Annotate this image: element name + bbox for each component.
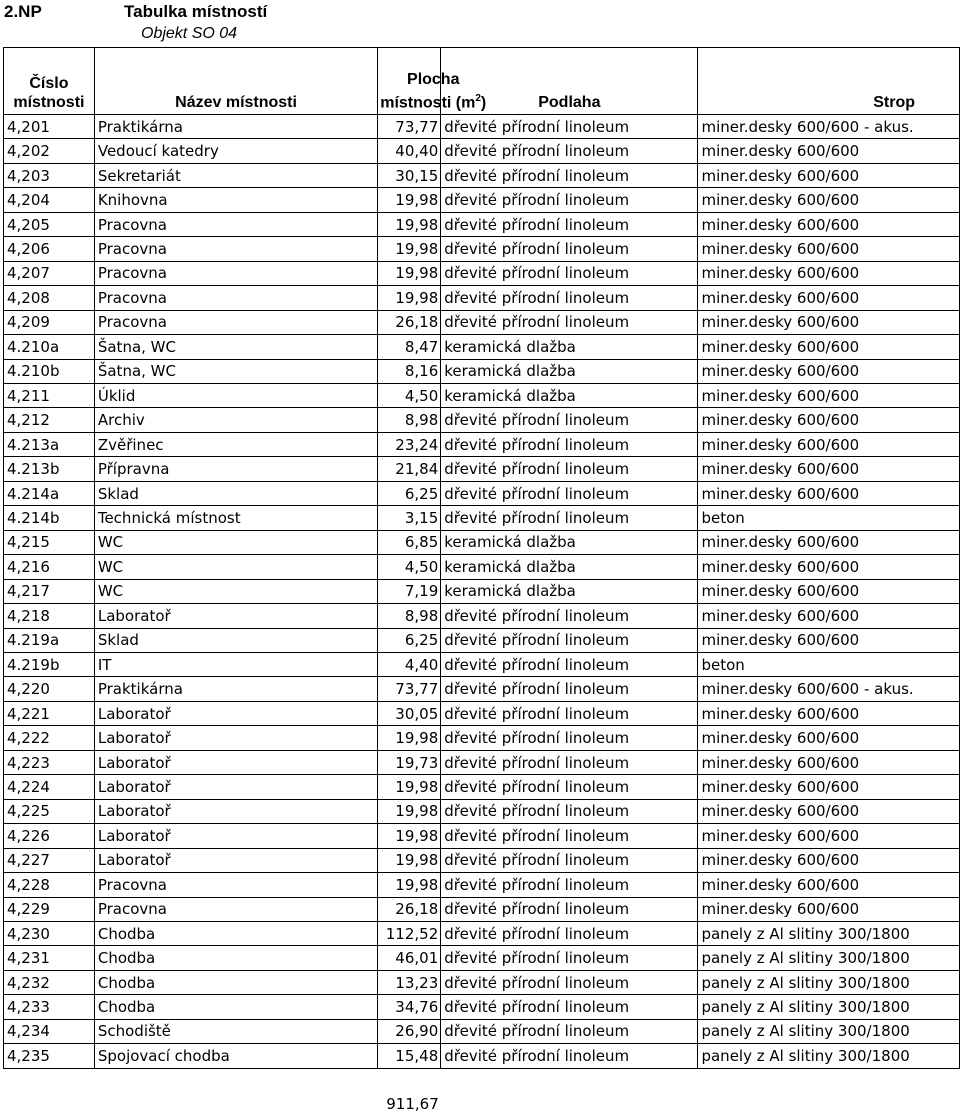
cell-room-area: 6,25 xyxy=(378,628,441,652)
cell-ceiling: miner.desky 600/600 - akus. xyxy=(698,115,960,139)
cell-room-area: 21,84 xyxy=(378,457,441,481)
rooms-table xyxy=(3,47,960,1113)
cell-room-name: Laboratoř xyxy=(94,775,377,799)
table-row xyxy=(4,481,960,505)
cell-room-number: 4,230 xyxy=(4,921,95,945)
cell-room-name: Vedoucí katedry xyxy=(94,139,377,163)
table-row xyxy=(4,359,960,383)
table-row xyxy=(4,139,960,163)
table-row xyxy=(4,775,960,799)
cell-floor-finish: dřevité přírodní linoleum xyxy=(441,286,698,310)
cell-room-number: 4.210b xyxy=(4,359,95,383)
cell-ceiling: miner.desky 600/600 xyxy=(698,579,960,603)
table-row xyxy=(4,701,960,725)
table-row xyxy=(4,261,960,285)
cell-room-area: 73,77 xyxy=(378,677,441,701)
cell-room-name: Pracovna xyxy=(94,261,377,285)
cell-ceiling: panely z Al slitiny 300/1800 xyxy=(698,995,960,1019)
cell-room-area: 40,40 xyxy=(378,139,441,163)
cell-room-number: 4.214b xyxy=(4,506,95,530)
cell-ceiling: miner.desky 600/600 xyxy=(698,799,960,823)
cell-floor-finish: dřevité přírodní linoleum xyxy=(441,457,698,481)
cell-room-area: 15,48 xyxy=(378,1044,441,1068)
cell-ceiling: miner.desky 600/600 xyxy=(698,408,960,432)
cell-room-area: 19,98 xyxy=(378,237,441,261)
cell-room-name: Pracovna xyxy=(94,873,377,897)
table-row xyxy=(4,163,960,187)
table-row xyxy=(4,677,960,701)
column-header-number-line2: místnosti xyxy=(13,94,85,111)
cell-room-number: 4,204 xyxy=(4,188,95,212)
cell-room-number: 4,209 xyxy=(4,310,95,334)
cell-ceiling: panely z Al slitiny 300/1800 xyxy=(698,946,960,970)
cell-floor-finish: dřevité přírodní linoleum xyxy=(441,115,698,139)
cell-room-area: 8,16 xyxy=(378,359,441,383)
cell-room-area: 19,98 xyxy=(378,848,441,872)
total-spacer xyxy=(94,1068,377,1113)
cell-room-number: 4.210a xyxy=(4,335,95,359)
table-row xyxy=(4,286,960,310)
cell-floor-finish: dřevité přírodní linoleum xyxy=(441,750,698,774)
cell-ceiling: panely z Al slitiny 300/1800 xyxy=(698,1019,960,1043)
table-row xyxy=(4,921,960,945)
cell-room-number: 4.214a xyxy=(4,481,95,505)
cell-room-area: 19,98 xyxy=(378,212,441,236)
cell-floor-finish: dřevité přírodní linoleum xyxy=(441,799,698,823)
cell-room-name: WC xyxy=(94,579,377,603)
cell-room-name: Sklad xyxy=(94,481,377,505)
cell-ceiling: panely z Al slitiny 300/1800 xyxy=(698,970,960,994)
table-row xyxy=(4,897,960,921)
cell-room-area: 7,19 xyxy=(378,579,441,603)
cell-room-name: Chodba xyxy=(94,946,377,970)
cell-room-number: 4,220 xyxy=(4,677,95,701)
cell-room-name: IT xyxy=(94,652,377,676)
table-row xyxy=(4,946,960,970)
cell-room-number: 4,215 xyxy=(4,530,95,554)
cell-room-area: 19,98 xyxy=(378,873,441,897)
cell-ceiling: miner.desky 600/600 xyxy=(698,359,960,383)
table-row xyxy=(4,335,960,359)
cell-ceiling: miner.desky 600/600 xyxy=(698,457,960,481)
cell-floor-finish: dřevité přírodní linoleum xyxy=(441,139,698,163)
cell-room-name: Úklid xyxy=(94,383,377,407)
column-header-number xyxy=(4,48,95,115)
cell-room-number: 4,218 xyxy=(4,604,95,628)
cell-room-name: Chodba xyxy=(94,995,377,1019)
cell-floor-finish: dřevité přírodní linoleum xyxy=(441,995,698,1019)
cell-room-area: 30,15 xyxy=(378,163,441,187)
cell-room-number: 4,206 xyxy=(4,237,95,261)
cell-ceiling: miner.desky 600/600 xyxy=(698,139,960,163)
cell-room-number: 4.219b xyxy=(4,652,95,676)
cell-ceiling: miner.desky 600/600 xyxy=(698,261,960,285)
cell-room-number: 4.213a xyxy=(4,432,95,456)
cell-floor-finish: dřevité přírodní linoleum xyxy=(441,628,698,652)
cell-ceiling: miner.desky 600/600 xyxy=(698,286,960,310)
cell-room-name: Technická místnost xyxy=(94,506,377,530)
cell-room-area: 3,15 xyxy=(378,506,441,530)
column-header-number-line1: Číslo xyxy=(29,75,69,92)
cell-room-area: 19,98 xyxy=(378,188,441,212)
cell-ceiling: miner.desky 600/600 xyxy=(698,432,960,456)
cell-ceiling: miner.desky 600/600 xyxy=(698,701,960,725)
table-row xyxy=(4,457,960,481)
cell-ceiling: miner.desky 600/600 xyxy=(698,824,960,848)
cell-room-area: 4,50 xyxy=(378,555,441,579)
table-row xyxy=(4,970,960,994)
cell-floor-finish: keramická dlažba xyxy=(441,383,698,407)
cell-room-name: Laboratoř xyxy=(94,604,377,628)
column-header-area-line1: Plocha xyxy=(407,70,460,88)
cell-ceiling: miner.desky 600/600 xyxy=(698,604,960,628)
cell-ceiling: miner.desky 600/600 xyxy=(698,481,960,505)
cell-room-number: 4,221 xyxy=(4,701,95,725)
total-spacer xyxy=(4,1068,95,1113)
cell-floor-finish: dřevité přírodní linoleum xyxy=(441,212,698,236)
table-row xyxy=(4,579,960,603)
cell-floor-finish: dřevité přírodní linoleum xyxy=(441,237,698,261)
floor-label: 2.NP xyxy=(4,2,42,21)
cell-room-area: 19,98 xyxy=(378,824,441,848)
table-row xyxy=(4,726,960,750)
table-row xyxy=(4,432,960,456)
cell-room-area: 30,05 xyxy=(378,701,441,725)
cell-room-area: 4,50 xyxy=(378,383,441,407)
table-row xyxy=(4,824,960,848)
cell-floor-finish: dřevité přírodní linoleum xyxy=(441,824,698,848)
cell-floor-finish: dřevité přírodní linoleum xyxy=(441,481,698,505)
cell-room-name: Laboratoř xyxy=(94,824,377,848)
cell-floor-finish: dřevité přírodní linoleum xyxy=(441,897,698,921)
cell-floor-finish: dřevité přírodní linoleum xyxy=(441,506,698,530)
cell-room-name: Pracovna xyxy=(94,212,377,236)
cell-room-number: 4,202 xyxy=(4,139,95,163)
total-spacer xyxy=(698,1068,960,1113)
cell-ceiling: miner.desky 600/600 xyxy=(698,897,960,921)
cell-room-number: 4,216 xyxy=(4,555,95,579)
cell-floor-finish: keramická dlažba xyxy=(441,335,698,359)
document-title: Tabulka místností xyxy=(124,2,268,21)
cell-room-name: Šatna, WC xyxy=(94,335,377,359)
cell-floor-finish: dřevité přírodní linoleum xyxy=(441,163,698,187)
cell-room-number: 4,212 xyxy=(4,408,95,432)
cell-room-number: 4,208 xyxy=(4,286,95,310)
cell-floor-finish: keramická dlažba xyxy=(441,579,698,603)
column-header-ceiling-label: Strop xyxy=(873,94,915,111)
cell-ceiling: miner.desky 600/600 xyxy=(698,335,960,359)
cell-room-area: 6,25 xyxy=(378,481,441,505)
column-header-name-label: Název místnosti xyxy=(175,94,297,111)
cell-room-number: 4,224 xyxy=(4,775,95,799)
cell-ceiling: miner.desky 600/600 xyxy=(698,163,960,187)
cell-ceiling: miner.desky 600/600 xyxy=(698,212,960,236)
cell-floor-finish: dřevité přírodní linoleum xyxy=(441,848,698,872)
cell-ceiling: miner.desky 600/600 xyxy=(698,628,960,652)
cell-room-name: Praktikárna xyxy=(94,677,377,701)
cell-room-number: 4,229 xyxy=(4,897,95,921)
table-row xyxy=(4,995,960,1019)
table-row xyxy=(4,115,960,139)
cell-room-area: 6,85 xyxy=(378,530,441,554)
cell-room-name: Spojovací chodba xyxy=(94,1044,377,1068)
cell-room-number: 4,227 xyxy=(4,848,95,872)
cell-room-name: Laboratoř xyxy=(94,701,377,725)
cell-room-name: Sklad xyxy=(94,628,377,652)
cell-floor-finish: keramická dlažba xyxy=(441,359,698,383)
cell-floor-finish: dřevité přírodní linoleum xyxy=(441,1019,698,1043)
cell-room-area: 26,18 xyxy=(378,310,441,334)
cell-room-area: 19,73 xyxy=(378,750,441,774)
table-row xyxy=(4,604,960,628)
table-header-row xyxy=(4,48,960,115)
cell-room-name: Zvěřinec xyxy=(94,432,377,456)
cell-room-area: 112,52 xyxy=(378,921,441,945)
cell-room-name: Sekretariát xyxy=(94,163,377,187)
cell-floor-finish: dřevité přírodní linoleum xyxy=(441,946,698,970)
cell-ceiling: miner.desky 600/600 xyxy=(698,383,960,407)
table-row xyxy=(4,1019,960,1043)
cell-floor-finish: dřevité přírodní linoleum xyxy=(441,1044,698,1068)
cell-floor-finish: dřevité přírodní linoleum xyxy=(441,970,698,994)
cell-ceiling: miner.desky 600/600 xyxy=(698,237,960,261)
table-row xyxy=(4,750,960,774)
cell-floor-finish: dřevité přírodní linoleum xyxy=(441,604,698,628)
cell-room-area: 19,98 xyxy=(378,799,441,823)
cell-ceiling: miner.desky 600/600 xyxy=(698,775,960,799)
cell-room-number: 4,201 xyxy=(4,115,95,139)
cell-room-name: Laboratoř xyxy=(94,726,377,750)
cell-room-number: 4,234 xyxy=(4,1019,95,1043)
cell-room-number: 4,235 xyxy=(4,1044,95,1068)
cell-room-name: Knihovna xyxy=(94,188,377,212)
cell-room-area: 19,98 xyxy=(378,726,441,750)
column-header-name xyxy=(94,48,377,115)
column-header-area-sup: 2 xyxy=(475,92,481,104)
cell-room-area: 8,98 xyxy=(378,408,441,432)
table-row xyxy=(4,628,960,652)
cell-floor-finish: dřevité přírodní linoleum xyxy=(441,432,698,456)
total-row xyxy=(4,1068,960,1113)
cell-floor-finish: dřevité přírodní linoleum xyxy=(441,921,698,945)
cell-room-area: 26,90 xyxy=(378,1019,441,1043)
table-row xyxy=(4,237,960,261)
table-row xyxy=(4,1044,960,1068)
cell-floor-finish: dřevité přírodní linoleum xyxy=(441,701,698,725)
cell-room-name: WC xyxy=(94,555,377,579)
cell-floor-finish: dřevité přírodní linoleum xyxy=(441,310,698,334)
cell-floor-finish: keramická dlažba xyxy=(441,555,698,579)
cell-room-number: 4,225 xyxy=(4,799,95,823)
cell-ceiling: miner.desky 600/600 xyxy=(698,310,960,334)
table-row xyxy=(4,506,960,530)
column-header-ceiling xyxy=(698,48,960,115)
cell-room-area: 4,40 xyxy=(378,652,441,676)
column-header-floor-label: Podlaha xyxy=(538,94,601,111)
cell-ceiling: miner.desky 600/600 xyxy=(698,188,960,212)
cell-room-area: 23,24 xyxy=(378,432,441,456)
table-body xyxy=(4,115,960,1069)
cell-ceiling: miner.desky 600/600 xyxy=(698,726,960,750)
cell-room-name: Laboratoř xyxy=(94,750,377,774)
cell-room-number: 4,228 xyxy=(4,873,95,897)
cell-room-area: 19,98 xyxy=(378,286,441,310)
cell-room-name: Přípravna xyxy=(94,457,377,481)
cell-ceiling: miner.desky 600/600 xyxy=(698,555,960,579)
cell-room-number: 4.213b xyxy=(4,457,95,481)
cell-room-number: 4,233 xyxy=(4,995,95,1019)
cell-room-area: 19,98 xyxy=(378,775,441,799)
column-header-area xyxy=(378,48,487,115)
total-area: 911,67 xyxy=(386,1094,439,1113)
cell-room-number: 4,203 xyxy=(4,163,95,187)
cell-room-number: 4.219a xyxy=(4,628,95,652)
cell-ceiling: panely z Al slitiny 300/1800 xyxy=(698,921,960,945)
cell-room-number: 4,211 xyxy=(4,383,95,407)
cell-floor-finish: dřevité přírodní linoleum xyxy=(441,261,698,285)
cell-room-number: 4,226 xyxy=(4,824,95,848)
cell-room-name: Chodba xyxy=(94,921,377,945)
cell-room-number: 4,231 xyxy=(4,946,95,970)
cell-room-area: 8,98 xyxy=(378,604,441,628)
table-row xyxy=(4,212,960,236)
cell-ceiling: beton xyxy=(698,652,960,676)
cell-room-number: 4,217 xyxy=(4,579,95,603)
cell-floor-finish: dřevité přírodní linoleum xyxy=(441,677,698,701)
column-header-area-line2: místnosti (m xyxy=(380,94,476,111)
total-spacer xyxy=(441,1068,698,1113)
cell-ceiling: miner.desky 600/600 xyxy=(698,750,960,774)
cell-floor-finish: dřevité přírodní linoleum xyxy=(441,775,698,799)
cell-ceiling: miner.desky 600/600 xyxy=(698,848,960,872)
cell-ceiling: panely z Al slitiny 300/1800 xyxy=(698,1044,960,1068)
cell-room-number: 4,207 xyxy=(4,261,95,285)
cell-ceiling: miner.desky 600/600 xyxy=(698,530,960,554)
cell-ceiling: miner.desky 600/600 xyxy=(698,873,960,897)
table-row xyxy=(4,188,960,212)
cell-room-name: Pracovna xyxy=(94,237,377,261)
cell-room-name: Schodiště xyxy=(94,1019,377,1043)
cell-room-area: 13,23 xyxy=(378,970,441,994)
cell-room-name: Laboratoř xyxy=(94,848,377,872)
cell-room-name: Šatna, WC xyxy=(94,359,377,383)
cell-floor-finish: keramická dlažba xyxy=(441,530,698,554)
cell-floor-finish: dřevité přírodní linoleum xyxy=(441,408,698,432)
cell-room-number: 4,232 xyxy=(4,970,95,994)
table-row xyxy=(4,530,960,554)
cell-room-area: 46,01 xyxy=(378,946,441,970)
cell-room-name: Laboratoř xyxy=(94,799,377,823)
table-row xyxy=(4,408,960,432)
cell-floor-finish: dřevité přírodní linoleum xyxy=(441,188,698,212)
cell-room-area: 19,98 xyxy=(378,261,441,285)
cell-floor-finish: dřevité přírodní linoleum xyxy=(441,726,698,750)
cell-room-name: WC xyxy=(94,530,377,554)
cell-room-name: Pracovna xyxy=(94,286,377,310)
column-header-area-close: ) xyxy=(480,94,487,111)
table-row xyxy=(4,873,960,897)
cell-room-name: Chodba xyxy=(94,970,377,994)
table-row xyxy=(4,383,960,407)
cell-room-name: Pracovna xyxy=(94,310,377,334)
cell-room-name: Archiv xyxy=(94,408,377,432)
cell-room-name: Praktikárna xyxy=(94,115,377,139)
document-subtitle: Objekt SO 04 xyxy=(141,25,238,42)
cell-floor-finish: dřevité přírodní linoleum xyxy=(441,873,698,897)
cell-room-number: 4,205 xyxy=(4,212,95,236)
cell-room-number: 4,222 xyxy=(4,726,95,750)
cell-room-area: 73,77 xyxy=(378,115,441,139)
table-row xyxy=(4,310,960,334)
cell-room-area: 26,18 xyxy=(378,897,441,921)
table-row xyxy=(4,799,960,823)
cell-room-number: 4,223 xyxy=(4,750,95,774)
table-row xyxy=(4,848,960,872)
cell-room-area: 8,47 xyxy=(378,335,441,359)
cell-floor-finish: dřevité přírodní linoleum xyxy=(441,652,698,676)
cell-room-name: Pracovna xyxy=(94,897,377,921)
cell-ceiling: beton xyxy=(698,506,960,530)
table-row xyxy=(4,652,960,676)
cell-room-area: 34,76 xyxy=(378,995,441,1019)
cell-ceiling: miner.desky 600/600 - akus. xyxy=(698,677,960,701)
table-row xyxy=(4,555,960,579)
